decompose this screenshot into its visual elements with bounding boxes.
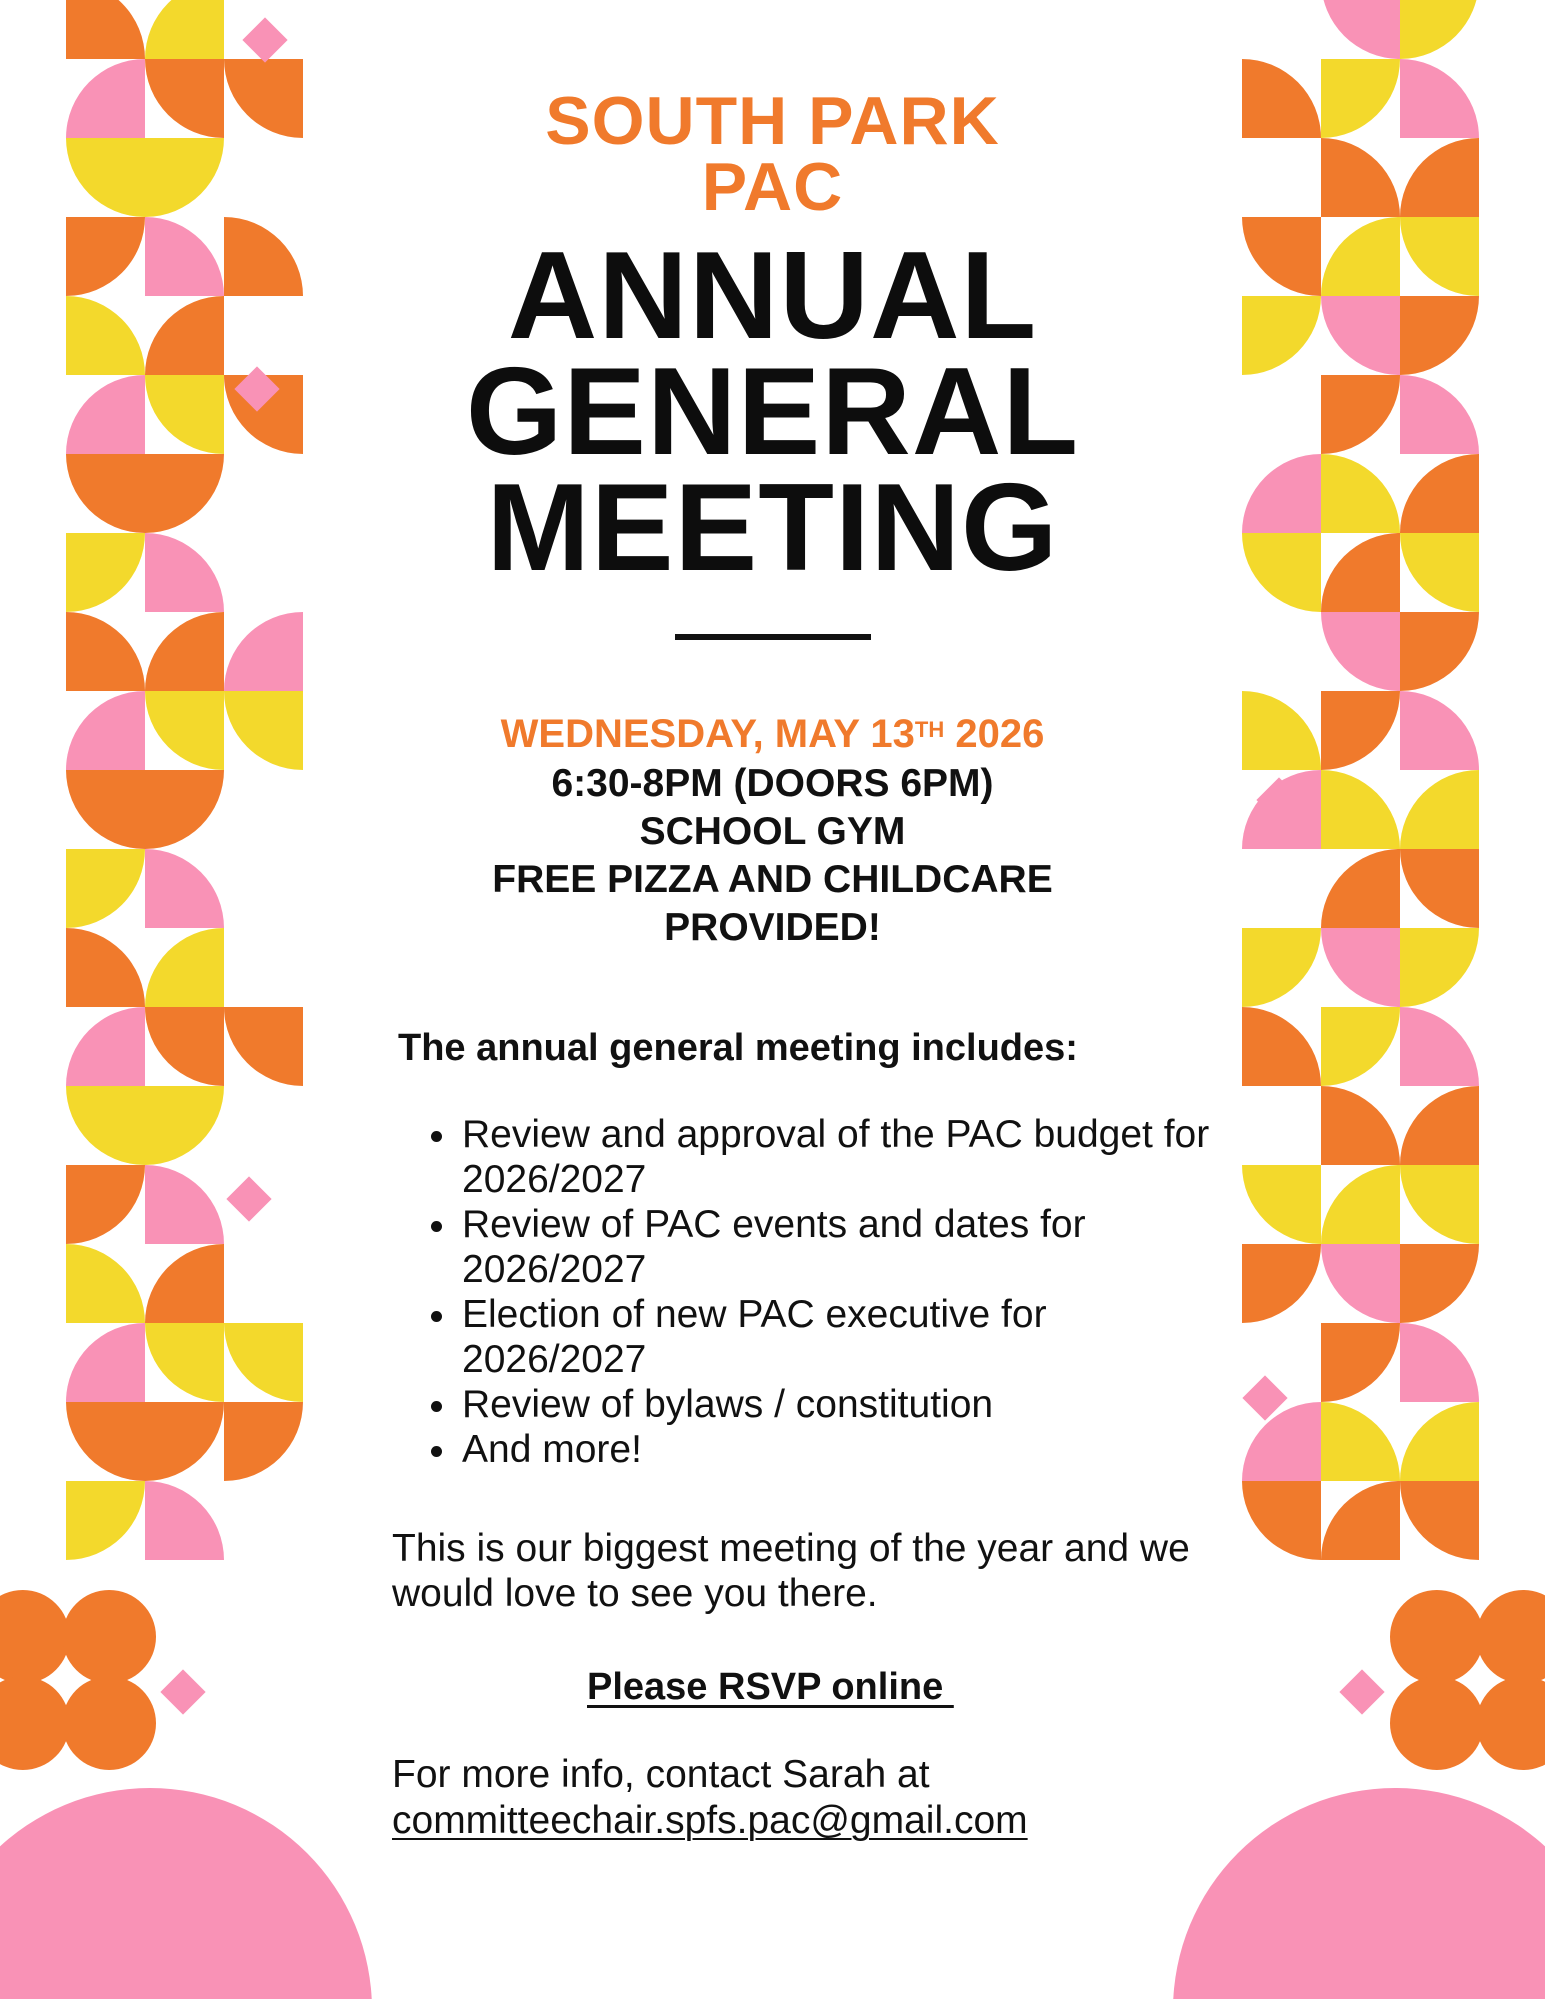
quarter-circle-shape	[1400, 612, 1479, 691]
event-time: 6:30-8PM (DOORS 6PM)	[551, 762, 994, 805]
event-perks-line-1: FREE PIZZA AND CHILDCARE	[492, 858, 1053, 901]
quarter-circle-shape	[1400, 928, 1479, 1007]
quarter-circle-shape	[1400, 691, 1479, 770]
quarter-circle-shape	[1321, 1086, 1400, 1165]
date-year: 2026	[944, 712, 1045, 756]
quarter-circle-shape	[145, 533, 224, 612]
quarter-circle-shape	[145, 612, 224, 691]
quarter-circle-shape	[1400, 1165, 1479, 1244]
quarter-circle-shape	[224, 691, 303, 770]
quarter-circle-shape	[224, 1323, 303, 1402]
flower-petal-shape	[1390, 1590, 1484, 1684]
closing-message: This is our biggest meeting of the year and we would love to see you there.	[392, 1527, 1190, 1615]
quarter-circle-shape	[1400, 1244, 1479, 1323]
quarter-circle-shape	[1321, 1481, 1400, 1560]
contact-info	[392, 1752, 1212, 1844]
list-item: • And more!	[460, 1427, 1240, 1472]
quarter-circle-shape	[66, 59, 145, 138]
email-link[interactable]: committeechair.spfs.pac@gmail.com	[392, 1799, 1028, 1842]
quarter-circle-shape	[145, 296, 224, 375]
quarter-circle-shape	[145, 928, 224, 1007]
quarter-circle-shape	[145, 1481, 224, 1560]
quarter-circle-shape	[1321, 1165, 1400, 1244]
quarter-circle-shape	[145, 0, 224, 59]
quarter-circle-shape	[1400, 1086, 1479, 1165]
quarter-circle-shape	[145, 454, 224, 533]
quarter-circle-shape	[1400, 454, 1479, 533]
quarter-circle-shape	[1400, 533, 1479, 612]
quarter-circle-shape	[224, 217, 303, 296]
quarter-circle-shape	[145, 1323, 224, 1402]
quarter-circle-shape	[1321, 612, 1400, 691]
organization-name	[360, 83, 1185, 225]
quarter-circle-shape	[66, 691, 145, 770]
quarter-circle-shape	[66, 296, 145, 375]
event-details	[360, 760, 1185, 952]
quarter-circle-shape	[1400, 1007, 1479, 1086]
quarter-circle-shape	[145, 217, 224, 296]
flower-petal-shape	[62, 1590, 156, 1684]
flower-petal-shape	[1390, 1676, 1484, 1770]
quarter-circle-shape	[1321, 0, 1400, 59]
diamond-shape	[242, 17, 287, 62]
quarter-circle-shape	[66, 1323, 145, 1402]
quarter-circle-shape	[1321, 770, 1400, 849]
quarter-circle-shape	[1242, 928, 1321, 1007]
org-line-2: PAC	[701, 149, 844, 225]
quarter-circle-shape	[145, 1007, 224, 1086]
quarter-circle-shape	[66, 928, 145, 1007]
quarter-circle-shape	[145, 375, 224, 454]
diamond-shape	[226, 1176, 271, 1221]
quarter-circle-shape	[1321, 1007, 1400, 1086]
quarter-circle-shape	[66, 770, 145, 849]
quarter-circle-shape	[1321, 533, 1400, 612]
quarter-circle-shape	[1321, 1402, 1400, 1481]
quarter-circle-shape	[66, 612, 145, 691]
quarter-circle-shape	[66, 375, 145, 454]
quarter-circle-shape	[1400, 138, 1479, 217]
list-item: • Review and approval of the PAC budget for 2026/2027	[460, 1112, 1240, 1202]
quarter-circle-shape	[1242, 1402, 1321, 1481]
quarter-circle-shape	[224, 1007, 303, 1086]
quarter-circle-shape	[1321, 1244, 1400, 1323]
quarter-circle-shape	[1321, 138, 1400, 217]
quarter-circle-shape	[66, 1165, 145, 1244]
quarter-circle-shape	[145, 1402, 224, 1481]
quarter-circle-shape	[145, 691, 224, 770]
quarter-circle-shape	[224, 612, 303, 691]
contact-line: For more info, contact Sarah at	[392, 1753, 930, 1796]
quarter-circle-shape	[66, 1481, 145, 1560]
quarter-circle-shape	[224, 59, 303, 138]
quarter-circle-shape	[1400, 1323, 1479, 1402]
page-title	[360, 227, 1185, 597]
agenda-list	[420, 1112, 1240, 1472]
quarter-circle-shape	[145, 770, 224, 849]
quarter-circle-shape	[1400, 1402, 1479, 1481]
quarter-circle-shape	[145, 1244, 224, 1323]
date-main: WEDNESDAY, MAY 13	[500, 712, 915, 756]
includes-heading: The annual general meeting includes:	[398, 1027, 1078, 1069]
quarter-circle-shape	[1242, 296, 1321, 375]
quarter-circle-shape	[1400, 770, 1479, 849]
rsvp-link[interactable]: Please RSVP online	[587, 1666, 954, 1708]
list-item: • Review of bylaws / constitution	[460, 1382, 1240, 1427]
quarter-circle-shape	[1400, 0, 1479, 59]
quarter-circle-shape	[1242, 1007, 1321, 1086]
quarter-circle-shape	[145, 59, 224, 138]
quarter-circle-shape	[1400, 1481, 1479, 1560]
list-item: • Election of new PAC executive for 2026/2027	[460, 1292, 1240, 1382]
quarter-circle-shape	[1400, 375, 1479, 454]
quarter-circle-shape	[1242, 533, 1321, 612]
quarter-circle-shape	[145, 1086, 224, 1165]
list-item: • Review of PAC events and dates for 2026/2027	[460, 1202, 1240, 1292]
quarter-circle-shape	[1321, 296, 1400, 375]
org-line-1: SOUTH PARK	[545, 83, 1000, 159]
flower-petal-shape	[62, 1676, 156, 1770]
quarter-circle-shape	[1400, 59, 1479, 138]
quarter-circle-shape	[1242, 217, 1321, 296]
quarter-circle-shape	[1242, 59, 1321, 138]
quarter-circle-shape	[1242, 691, 1321, 770]
quarter-circle-shape	[1242, 1165, 1321, 1244]
quarter-circle-shape	[1242, 1244, 1321, 1323]
quarter-circle-shape	[1321, 849, 1400, 928]
quarter-circle-shape	[66, 533, 145, 612]
quarter-circle-shape	[66, 1402, 145, 1481]
title-divider	[675, 634, 871, 640]
event-location: SCHOOL GYM	[639, 810, 906, 853]
quarter-circle-shape	[1400, 849, 1479, 928]
quarter-circle-shape	[66, 454, 145, 533]
quarter-circle-shape	[66, 1086, 145, 1165]
quarter-circle-shape	[1321, 454, 1400, 533]
date-suffix: TH	[914, 717, 945, 742]
quarter-circle-shape	[1400, 296, 1479, 375]
bottom-circle-shape	[1173, 1788, 1545, 1999]
quarter-circle-shape	[1321, 1323, 1400, 1402]
quarter-circle-shape	[1321, 928, 1400, 1007]
quarter-circle-shape	[145, 849, 224, 928]
quarter-circle-shape	[66, 1244, 145, 1323]
event-date	[360, 710, 1185, 758]
quarter-circle-shape	[66, 1007, 145, 1086]
quarter-circle-shape	[1321, 217, 1400, 296]
quarter-circle-shape	[145, 1165, 224, 1244]
quarter-circle-shape	[1242, 454, 1321, 533]
quarter-circle-shape	[145, 138, 224, 217]
quarter-circle-shape	[66, 0, 145, 59]
quarter-circle-shape	[1400, 217, 1479, 296]
title-line-3: MEETING	[486, 459, 1059, 597]
quarter-circle-shape	[1242, 1481, 1321, 1560]
title-line-1: ANNUAL	[507, 227, 1038, 365]
bottom-circle-shape	[0, 1788, 372, 1999]
quarter-circle-shape	[1321, 375, 1400, 454]
quarter-circle-shape	[66, 138, 145, 217]
quarter-circle-shape	[66, 217, 145, 296]
quarter-circle-shape	[66, 849, 145, 928]
quarter-circle-shape	[1321, 691, 1400, 770]
event-perks-line-2: PROVIDED!	[664, 906, 881, 949]
quarter-circle-shape	[224, 1402, 303, 1481]
quarter-circle-shape	[1321, 59, 1400, 138]
title-line-2: GENERAL	[465, 343, 1080, 481]
